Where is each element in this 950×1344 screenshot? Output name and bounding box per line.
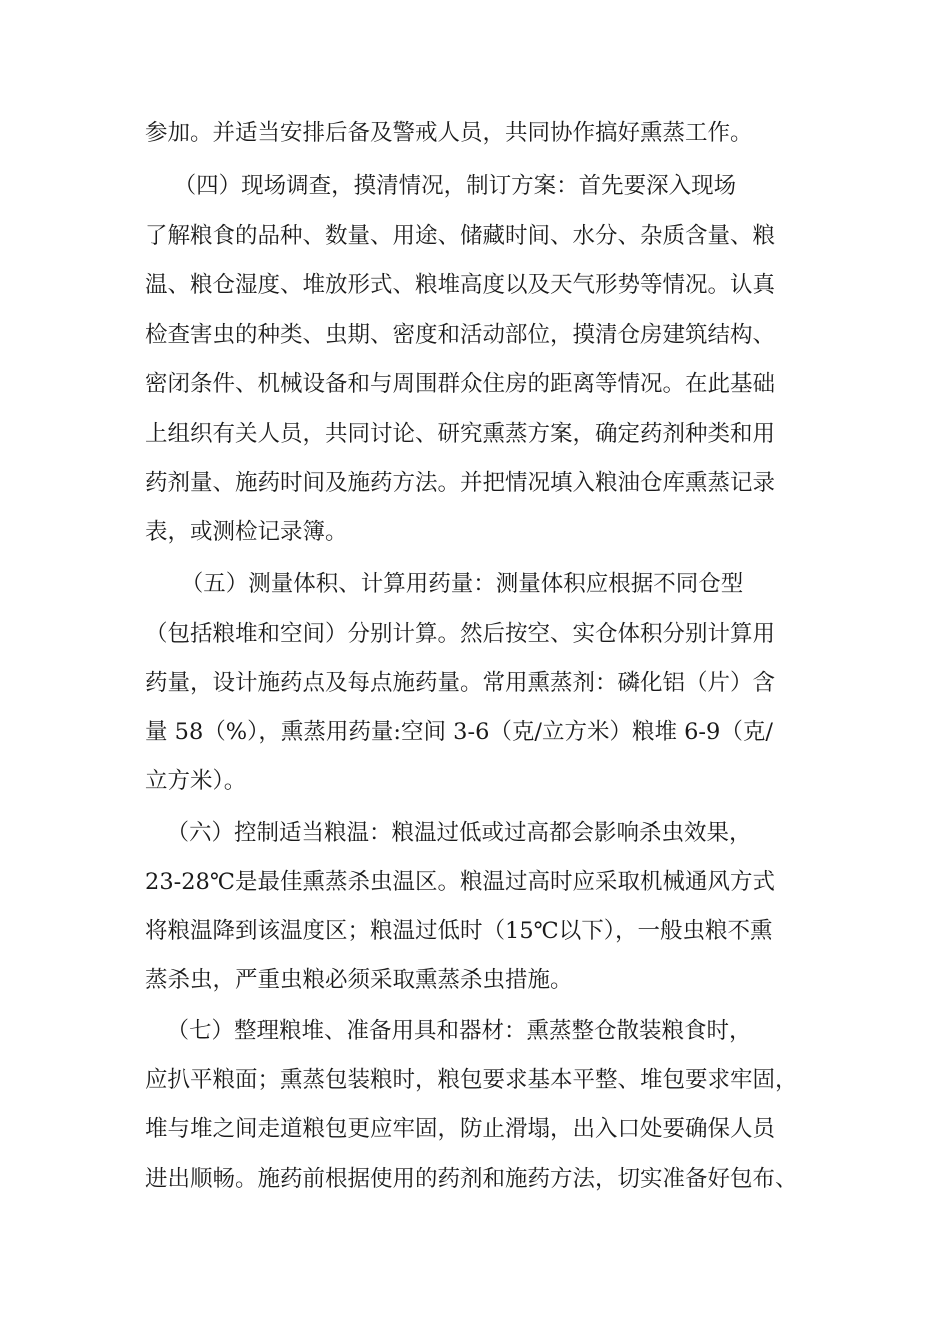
- text-line: （四）现场调查，摸清情况，制订方案：首先要深入现场: [145, 173, 737, 199]
- text-line: 参加。并适当安排后备及警戒人员，共同协作搞好熏蒸工作。: [145, 120, 753, 146]
- text-line: 应扒平粮面；熏蒸包装粮时，粮包要求基本平整、堆包要求牢固，: [145, 1067, 798, 1093]
- text-line: （五）测量体积、计算用药量：测量体积应根据不同仓型: [145, 571, 744, 597]
- text-line: （七）整理粮堆、准备用具和器材：熏蒸整仓散装粮食时，: [145, 1018, 752, 1044]
- text-line: （六）控制适当粮温：粮温过低或过高都会影响杀虫效果，: [145, 820, 752, 846]
- text-line: 立方米）。: [145, 768, 247, 794]
- text-line: 量 58（%），熏蒸用药量:空间 3-6（克/立方米）粮堆 6-9（克/: [145, 719, 773, 745]
- text-line: 进出顺畅。施药前根据使用的药剂和施药方法，切实准备好包布、: [145, 1166, 798, 1192]
- text-line: 表，或测检记录簿。: [145, 519, 348, 545]
- text-line: 药量，设计施药点及每点施药量。常用熏蒸剂：磷化铝（片）含: [145, 670, 776, 696]
- text-line: 上组织有关人员，共同讨论、研究熏蒸方案，确定药剂种类和用: [145, 421, 776, 447]
- text-line: 了解粮食的品种、数量、用途、储藏时间、水分、杂质含量、粮: [145, 223, 776, 249]
- text-line: （包括粮堆和空间）分别计算。然后按空、实仓体积分别计算用: [145, 621, 776, 647]
- text-line: 检查害虫的种类、虫期、密度和活动部位，摸清仓房建筑结构、: [145, 322, 776, 348]
- text-line: 堆与堆之间走道粮包更应牢固，防止滑塌，出入口处要确保人员: [145, 1116, 776, 1142]
- text-line: 蒸杀虫，严重虫粮必须采取熏蒸杀虫措施。: [145, 967, 573, 993]
- text-line: 密闭条件、机械设备和与周围群众住房的距离等情况。在此基础: [145, 371, 776, 397]
- text-line: 23-28℃是最佳熏蒸杀虫温区。粮温过高时应采取机械通风方式: [145, 869, 776, 895]
- text-line: 温、粮仓湿度、堆放形式、粮堆高度以及天气形势等情况。认真: [145, 272, 776, 298]
- text-line: 将粮温降到该温度区；粮温过低时（15℃以下），一般虫粮不熏: [145, 918, 773, 944]
- text-line: 药剂量、施药时间及施药方法。并把情况填入粮油仓库熏蒸记录: [145, 470, 776, 496]
